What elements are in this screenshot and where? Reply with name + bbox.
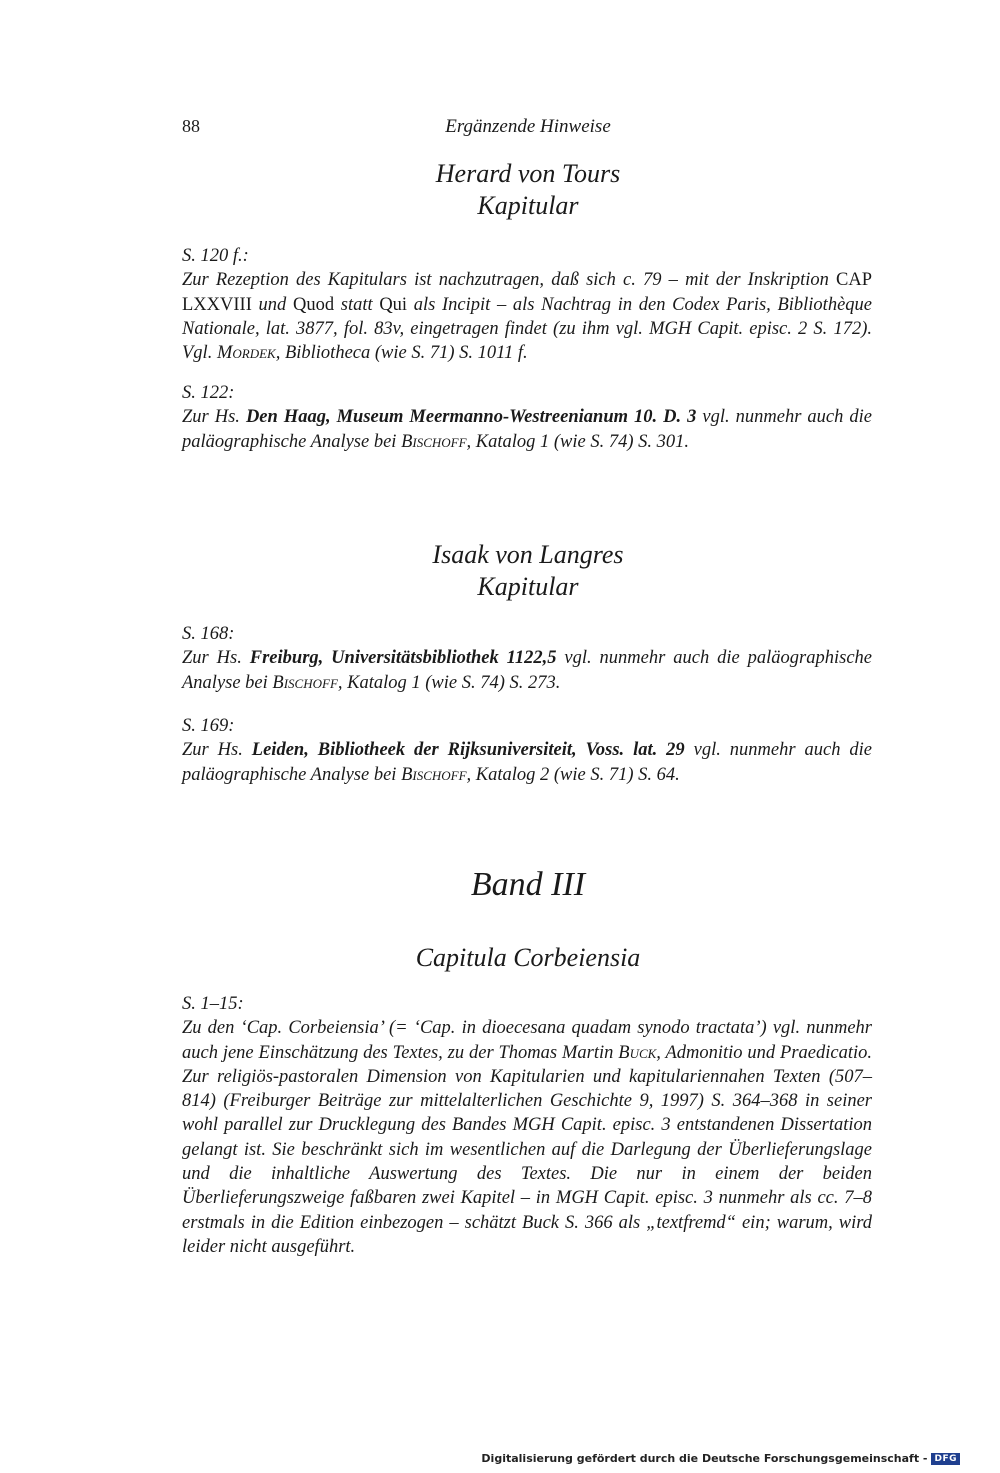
section-title: Herard von Tours (435, 159, 621, 188)
section-title: Capitula Corbeiensia (415, 943, 641, 972)
note-text: Zur Hs. Freiburg, Universitätsbibliothek 1122,5 vgl. nunmehr auch die paläographische Analyse bei Bischoff, Katalog 1 (wie S. 74) S. 273. (182, 648, 872, 693)
section-title: Isaak von Langres (432, 540, 624, 569)
note-entry (182, 244, 872, 365)
note-entry (182, 992, 872, 1259)
volume-title: Band III (470, 866, 586, 903)
note-text: Zu den ‘Cap. Corbeiensia’ (= ‘Cap. in dioecesana quadam synodo tractata’) vgl. nunmehr auch jene Einschätzung des Textes, zu der Thomas Martin Buck, Admonitio und Praedicatio. Zur religiös-pastoralen Dimension von Kapitularien und kapitulariennahen Texten (507–814) (Freiburger Beiträge zur mittelalterlichen Geschichte 9, 1997) S. 364–368 in seiner wohl parallel zur Drucklegung des Bandes MGH Capit. episc. 3 entstandenen Dissertation gelangt ist. Sie beschränkt sich im wesentlichen auf die Darlegung der Überlieferungslage und die inhaltliche Auswertung des Textes. Die nur in einem der beiden Überlieferungszweige faßbaren zwei Kapitel – in MGH Capit. episc. 3 nunmehr als cc. 7–8 erstmals in die Edition einbezogen – schätzt Buck S. 366 als „textfremd“ ein; warum, wird leider nicht ausgeführt. (182, 1018, 872, 1257)
note-text: Zur Rezeption des Kapitulars ist nachzutragen, daß sich c. 79 – mit der Inskription CAP LXXVIII und Quod statt Qui als Incipit – als Nachtrag in den Codex Paris, Bibliothèque Nationale, lat. 3877, fol. 83v, eingetragen findet (zu ihm vgl. MGH Capit. episc. 2 S. 172). Vgl. Mordek, Bibliotheca (wie S. 71) S. 1011 f. (182, 270, 872, 364)
note-entry (182, 381, 872, 454)
page-number: 88 (182, 116, 200, 136)
section-heading (0, 158, 1000, 222)
note-entry (182, 622, 872, 695)
section-subtitle: Kapitular (477, 572, 579, 601)
section-subtitle: Kapitular (477, 191, 579, 220)
page-reference: S. 169: (182, 716, 235, 736)
note-text: Zur Hs. Den Haag, Museum Meermanno-Westreenianum 10. D. 3 vgl. nunmehr auch die paläographische Analyse bei Bischoff, Katalog 1 (wie S. 74) S. 301. (182, 407, 872, 452)
section-heading (0, 539, 1000, 603)
page-reference: S. 120 f.: (182, 246, 249, 266)
running-title: Ergänzende Hinweise (445, 116, 611, 137)
page-reference: S. 168: (182, 624, 235, 644)
note-text: Zur Hs. Leiden, Bibliotheek der Rijksuniversiteit, Voss. lat. 29 vgl. nunmehr auch die paläographische Analyse bei Bischoff, Katalog 2 (wie S. 71) S. 64. (182, 740, 872, 785)
note-entry (182, 714, 872, 787)
page-reference: S. 1–15: (182, 994, 244, 1014)
page-reference: S. 122: (182, 383, 235, 403)
dfg-logo: DFG (931, 1453, 960, 1465)
footer-text: Digitalisierung gefördert durch die Deutsche Forschungsgemeinschaft - (481, 1452, 928, 1465)
digitization-footer (481, 1452, 960, 1465)
